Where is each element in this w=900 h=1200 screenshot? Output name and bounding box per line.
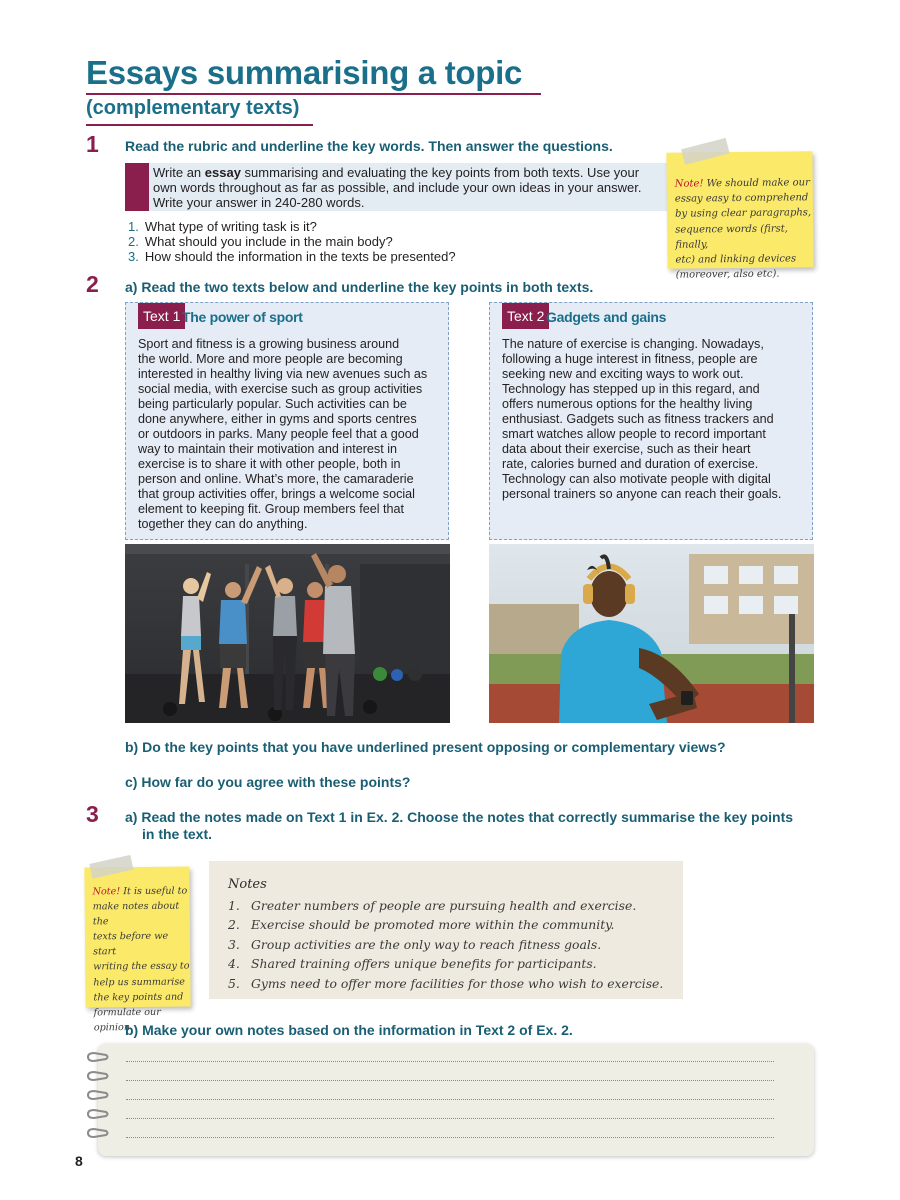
text-line: Technology has stepped up in this regard, and (502, 382, 760, 396)
text-line: following a huge interest in fitness, people are (502, 352, 758, 366)
note-line: by using clear paragraphs, (674, 207, 812, 221)
sticky-note-notes-tip (84, 867, 190, 1034)
rubric-line1-after: summarising and evaluating the key points from both texts. Use your (240, 165, 640, 180)
text-line: interested in healthy living via new avenues such as (138, 367, 428, 381)
photo-smartwatch-runner (489, 544, 814, 723)
note-number: 1. (228, 898, 240, 913)
text-line: social media, with exercise such as group activities (138, 382, 423, 396)
text-line: The nature of exercise is changing. Nowadays, (502, 337, 764, 351)
note-line: essay easy to comprehend (674, 192, 809, 205)
note-label: Note! (674, 178, 704, 190)
notepad-writing-area (98, 1044, 814, 1156)
spiral-ring-icon (86, 1090, 110, 1100)
note-line: help us summarise (93, 976, 185, 988)
note-text: Gyms need to offer more facilities for those who wish to exercise. (251, 975, 664, 991)
question-item (128, 219, 456, 234)
question-number: 3. (128, 249, 139, 264)
question-text: What type of writing task is it? (144, 219, 317, 234)
note-label: Note! (92, 886, 121, 898)
note-text: Greater numbers of people are pursuing health and exercise. (251, 898, 637, 913)
text-line: Technology can also motivate people with digital (502, 472, 771, 486)
writing-line[interactable] (126, 1099, 774, 1100)
exercise-3a-instruction-line1: a) Read the notes made on Text 1 in Ex. 2. Choose the notes that correctly summarise the key points (125, 809, 794, 825)
text-2-title: Gadgets and gains (546, 309, 667, 325)
spiral-ring-icon (86, 1109, 110, 1119)
text-1-box (125, 302, 449, 540)
question-text: How should the information in the texts be presented? (144, 249, 456, 264)
text-2-body (502, 337, 810, 502)
sticky-note-text (675, 175, 814, 283)
note-text: Exercise should be promoted more within the community. (251, 917, 615, 933)
note-line: formulate our (93, 1006, 161, 1019)
title-underline (86, 93, 541, 95)
text-line: element to keeping fit. Group members feel that (138, 502, 405, 516)
rubric-text (153, 165, 663, 211)
rubric-line3: Write your answer in 240-280 words. (153, 195, 365, 211)
text-1-tag: Text 1 (138, 303, 185, 329)
question-number: 1. (128, 219, 139, 234)
text-line: done anywhere, either in gyms and sports centres (138, 412, 417, 426)
exercise-2a-instruction: a) Read the two texts below and underline the key points in both texts. (125, 279, 594, 295)
note-line: (moreover, also etc). (675, 268, 780, 281)
note-line: It is useful to (123, 885, 188, 898)
text-line: smart watches allow people to record important (502, 427, 766, 441)
exercise-2c-instruction: c) How far do you agree with these points? (125, 774, 411, 790)
writing-line[interactable] (126, 1118, 774, 1119)
text-line: data about their exercise, such as their heart (502, 442, 751, 456)
text-line: way to maintain their motivation and interest in (138, 442, 398, 456)
note-item[interactable] (228, 896, 663, 915)
text-line: offers numerous options for the healthy living (502, 397, 753, 411)
group-fitness-illustration (125, 544, 450, 723)
question-list (128, 219, 456, 264)
page-title: Essays summarising a topic (86, 54, 523, 91)
note-line: etc) and linking devices (675, 253, 797, 266)
exercise-1-number: 1 (86, 131, 99, 157)
text-line: rate, calories burned and duration of exercise. (502, 457, 759, 471)
text-line: together they can do anything. (138, 517, 308, 531)
exercise-3a-instruction-line2: in the text. (142, 826, 213, 842)
page-subtitle: (complementary texts) (86, 97, 300, 119)
exercise-3-number: 3 (86, 801, 99, 827)
note-line: We should make our (706, 177, 810, 190)
text-line: person and online. What’s more, the camaraderie (138, 472, 414, 486)
note-number: 5. (228, 975, 240, 991)
notes-heading: Notes (228, 877, 267, 892)
text-line: seeking new and exciting ways to work out. (502, 367, 744, 381)
text-line: being particularly popular. Such activities can be (138, 397, 407, 411)
text-2-box (489, 302, 813, 540)
writing-line[interactable] (126, 1137, 774, 1138)
text-line: exercise is to share it with other people, both in (138, 457, 401, 471)
text-line: the world. More and more people are becoming (138, 352, 403, 366)
tape-strip (681, 138, 730, 165)
note-item[interactable] (228, 935, 663, 954)
note-line: sequence words (first, finally, (675, 223, 788, 251)
question-item (128, 234, 456, 249)
writing-line[interactable] (126, 1061, 774, 1062)
note-line: writing the essay to (93, 961, 190, 973)
sticky-note-text (93, 884, 191, 1036)
page-number: 8 (75, 1153, 83, 1169)
notes-list (228, 896, 663, 993)
exercise-2-number: 2 (86, 271, 99, 297)
notes-box (209, 861, 683, 999)
spiral-ring-icon (86, 1052, 110, 1062)
note-text: Group activities are the only way to reach fitness goals. (251, 936, 602, 952)
note-line: make notes about the (92, 900, 180, 928)
text-line: or outdoors in parks. Many people feel that a good (138, 427, 419, 441)
text-line: Sport and fitness is a growing business around (138, 337, 400, 351)
text-1-title: The power of sport (182, 309, 303, 325)
note-line: opinion. (93, 1021, 134, 1034)
tape-strip (89, 855, 133, 879)
rubric-box (125, 163, 685, 211)
text-line: enthusiast. Gadgets such as fitness trackers and (502, 412, 774, 426)
writing-line[interactable] (126, 1080, 774, 1081)
photo-group-fitness (125, 544, 450, 723)
rubric-line2: own words throughout as far as possible, and include your own ideas in your answer. (153, 180, 642, 196)
exercise-3b-instruction: b) Make your own notes based on the information in Text 2 of Ex. 2. (125, 1022, 573, 1038)
rubric-accent-bar (125, 163, 149, 211)
text-line: that group activities offer, brings a welcome social (138, 487, 415, 501)
note-number: 4. (228, 956, 240, 972)
note-number: 2. (228, 917, 240, 933)
subtitle-underline (86, 124, 313, 126)
rubric-line1-before: Write an (153, 165, 205, 180)
spiral-ring-icon (86, 1128, 110, 1138)
smartwatch-runner-illustration (489, 544, 814, 723)
question-number: 2. (128, 234, 139, 249)
text-line: personal trainers so anyone can reach their goals. (502, 487, 782, 501)
text-2-tag: Text 2 (502, 303, 549, 329)
note-item[interactable] (228, 915, 663, 934)
note-text: Shared training offers unique benefits for participants. (251, 956, 597, 972)
question-item (128, 249, 456, 264)
note-line: the key points and (93, 991, 184, 1004)
rubric-keyword: essay (204, 165, 241, 180)
note-number: 3. (228, 936, 240, 952)
note-line: texts before we start (92, 931, 169, 958)
text-1-body (138, 337, 446, 532)
exercise-1-instruction: Read the rubric and underline the key words. Then answer the questions. (125, 138, 613, 154)
sticky-note-essay-tip (666, 151, 813, 281)
question-text: What should you include in the main body? (144, 234, 393, 249)
spiral-ring-icon (86, 1071, 110, 1081)
note-item[interactable] (228, 974, 663, 993)
note-item[interactable] (228, 954, 663, 973)
exercise-2b-instruction: b) Do the key points that you have underlined present opposing or complementary views? (125, 739, 726, 755)
